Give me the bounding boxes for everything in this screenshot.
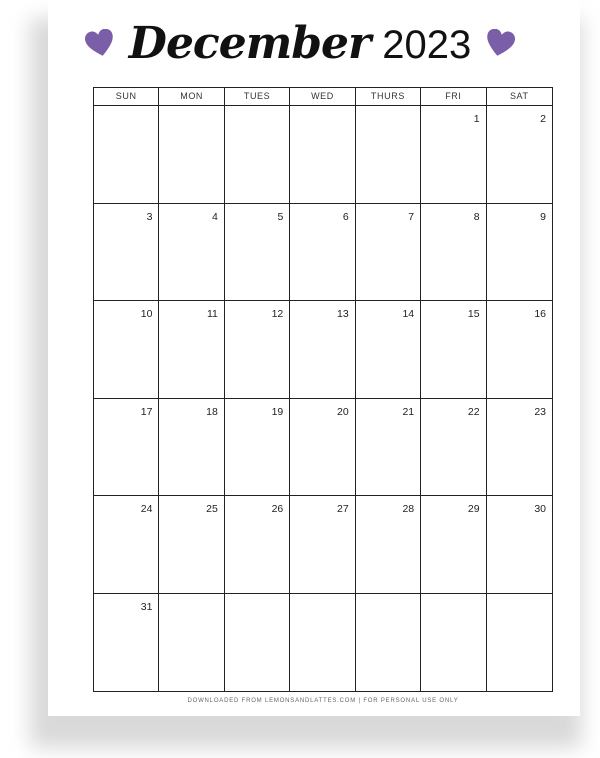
day-number: 13	[337, 308, 349, 320]
day-number: 24	[140, 503, 153, 515]
day-cell	[421, 301, 486, 398]
day-number: 26	[271, 503, 284, 515]
day-cell	[487, 496, 552, 593]
day-number: 15	[467, 308, 480, 320]
day-cell	[487, 594, 552, 692]
day-cell	[94, 106, 159, 203]
day-number: 17	[140, 405, 153, 418]
day-cell	[225, 204, 290, 301]
day-number: 27	[337, 503, 349, 515]
weekday-sat: SAT	[509, 91, 529, 101]
week-row-1	[94, 106, 552, 204]
day-number: 6	[342, 210, 349, 223]
day-cell	[356, 496, 421, 593]
day-cell	[421, 106, 486, 203]
day-cell	[421, 496, 486, 593]
week-row-5	[94, 496, 552, 594]
day-cell	[290, 301, 355, 398]
page-title	[129, 18, 471, 69]
calendar-grid	[93, 87, 553, 692]
day-cell	[94, 496, 159, 593]
day-cell	[487, 301, 552, 398]
day-number: 8	[473, 210, 480, 223]
day-number: 30	[534, 503, 546, 515]
day-cell	[487, 204, 552, 301]
heart-left-shape	[85, 29, 115, 57]
day-number: 9	[540, 210, 546, 223]
day-cell	[356, 301, 421, 398]
day-cell	[290, 594, 355, 692]
footer-note: DOWNLOADED FROM LEMONSANDLATTES.COM | FOR PERSONAL USE ONLY	[187, 698, 459, 704]
day-cell	[159, 594, 224, 692]
day-cell	[225, 301, 290, 398]
day-number: 20	[337, 405, 349, 418]
day-cell	[159, 301, 224, 398]
week-row-4	[94, 399, 552, 497]
day-number: 4	[212, 210, 218, 223]
day-number: 18	[206, 405, 218, 418]
day-cell	[94, 204, 159, 301]
day-number: 2	[540, 113, 546, 125]
day-cell	[159, 106, 224, 203]
title-year: 2023	[382, 22, 472, 67]
day-cell	[356, 204, 421, 301]
day-cell	[421, 399, 486, 496]
day-cell	[159, 399, 224, 496]
day-number: 29	[467, 503, 480, 515]
heart-right-shape	[485, 29, 515, 57]
weekday-thurs: THURS	[356, 88, 421, 105]
weekday-sun: SUN	[94, 88, 159, 105]
week-row-3	[94, 301, 552, 399]
day-cell	[290, 106, 355, 203]
day-cell	[94, 399, 159, 496]
day-cell	[225, 594, 290, 692]
day-cell	[159, 496, 224, 593]
day-cell	[94, 301, 159, 398]
day-number: 23	[534, 405, 546, 418]
day-cell	[290, 204, 355, 301]
day-number: 28	[402, 503, 415, 515]
week-row-2	[94, 204, 552, 302]
day-cell	[421, 204, 486, 301]
day-number: 22	[467, 405, 480, 418]
day-cell	[487, 399, 552, 496]
day-cell	[356, 399, 421, 496]
day-number: 21	[402, 405, 415, 418]
day-cell	[94, 594, 159, 692]
heart-left-icon	[85, 29, 115, 57]
day-cell	[290, 496, 355, 593]
day-cell	[225, 399, 290, 496]
day-cell	[290, 399, 355, 496]
day-cell	[225, 496, 290, 593]
week-row-6	[94, 594, 552, 692]
day-cell	[421, 594, 486, 692]
day-number: 12	[271, 308, 284, 320]
day-cell	[356, 106, 421, 203]
day-cell	[159, 204, 224, 301]
day-cell	[225, 106, 290, 203]
weekday-tues: TUES	[225, 88, 290, 105]
heart-right-icon	[485, 29, 515, 57]
day-number: 3	[146, 210, 153, 223]
weekday-fri: FRI	[421, 88, 486, 105]
weekday-wed: WED	[290, 88, 355, 105]
day-number: 11	[206, 308, 218, 320]
day-cell	[487, 106, 552, 203]
day-number: 19	[271, 405, 284, 418]
day-number: 25	[206, 503, 218, 515]
day-number: 1	[473, 113, 480, 125]
day-number: 31	[140, 600, 153, 613]
weekday-mon: MON	[159, 88, 224, 105]
day-number: 7	[408, 210, 415, 223]
day-number: 5	[277, 210, 284, 223]
title-row	[0, 8, 600, 78]
weekday-header-row	[94, 88, 552, 106]
day-number: 14	[402, 308, 415, 320]
day-number: 16	[534, 308, 546, 320]
title-month: December	[128, 17, 371, 69]
day-number: 10	[140, 308, 153, 320]
day-cell	[356, 594, 421, 692]
